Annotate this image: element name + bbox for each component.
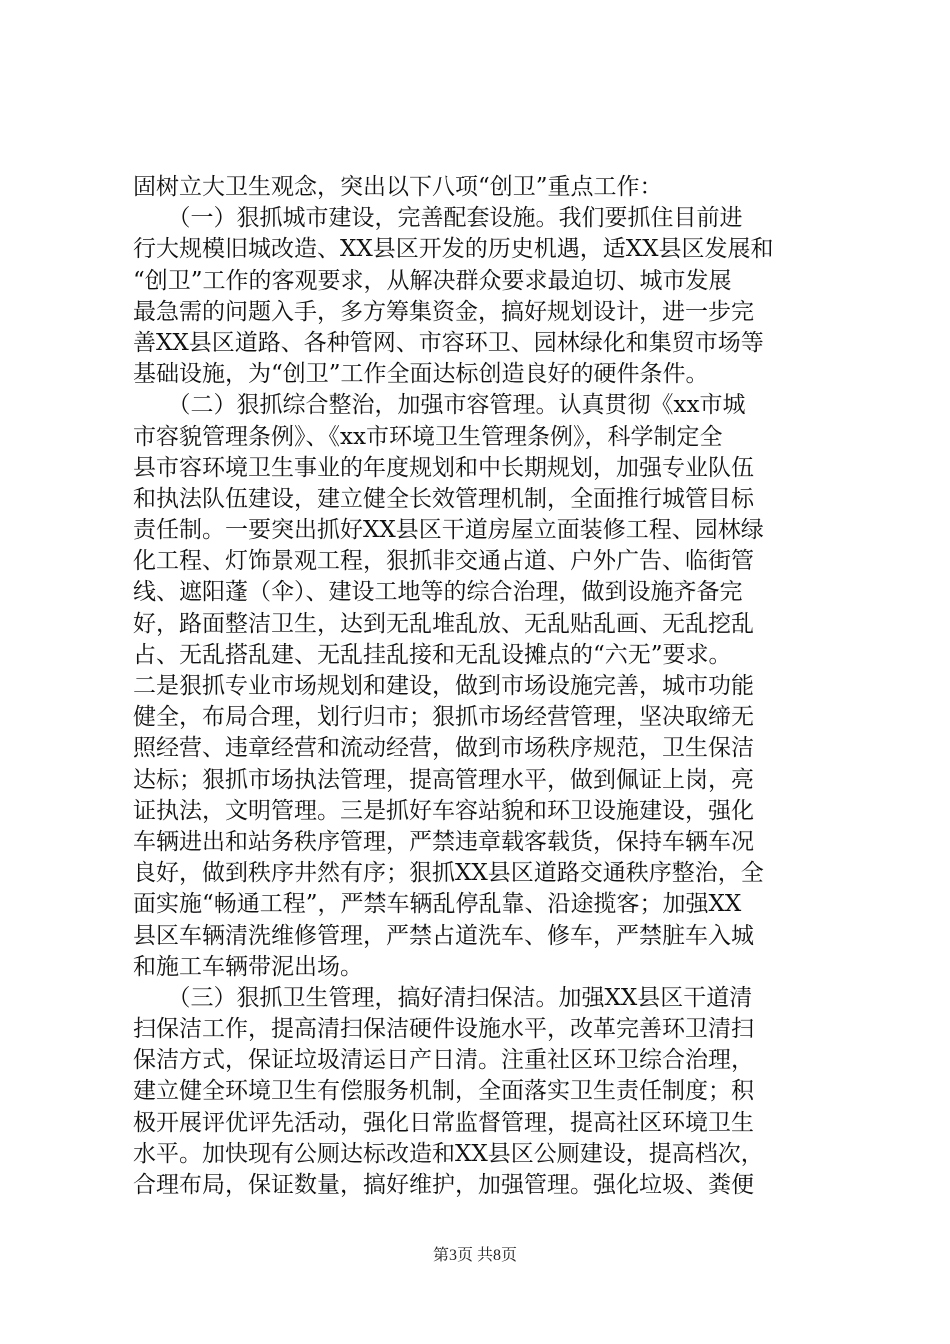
text-line: “创卫”工作的客观要求，从解决群众要求最迫切、城市发展 xyxy=(133,267,732,294)
text-line: 和执法队伍建设，建立健全长效管理机制，全面推行城管目标 xyxy=(133,485,754,512)
text-line: 二是狠抓专业市场规划和建设，做到市场设施完善，城市功能 xyxy=(133,673,754,699)
text-line: 健全，布局合理，划行归市；狠抓市场经营管理，坚决取缔无 xyxy=(133,704,754,731)
text-line: 善XX县区道路、各种管网、市容环卫、园林绿化和集贸市场等 xyxy=(133,329,764,356)
text-line: 合理布局，保证数量，搞好维护，加强管理。强化垃圾、粪便 xyxy=(133,1172,754,1198)
body-text xyxy=(133,172,823,1201)
text-line: 好，路面整洁卫生，达到无乱堆乱放、无乱贴乱画、无乱挖乱 xyxy=(133,610,754,637)
text-line: 化工程、灯饰景观工程，狠抓非交通占道、户外广告、临街管 xyxy=(133,548,754,575)
text-line: 面实施“畅通工程”，严禁车辆乱停乱靠、沿途揽客；加强XX xyxy=(133,891,742,918)
text-line: 县区车辆清洗维修管理，严禁占道洗车、修车，严禁脏车入城 xyxy=(133,922,754,949)
text-line: 行大规模旧城改造、XX县区开发的历史机遇，适XX县区发展和 xyxy=(133,236,774,263)
text-line: 建立健全环境卫生有偿服务机制，全面落实卫生责任制度；积 xyxy=(133,1078,754,1105)
text-line: 和施工车辆带泥出场。 xyxy=(133,953,363,980)
text-line: 最急需的问题入手，多方筹集资金，搞好规划设计，进一步完 xyxy=(133,298,754,325)
text-line: 极开展评优评先活动，强化日常监督管理，提高社区环境卫生 xyxy=(133,1109,754,1136)
page-footer: 第3页 共8页 xyxy=(432,1247,517,1264)
text-line: 责任制。一要突出抓好XX县区干道房屋立面装修工程、园林绿 xyxy=(133,517,764,544)
text-line: 固树立大卫生观念，突出以下八项“创卫”重点工作： xyxy=(133,174,663,200)
text-line: 证执法，文明管理。三是抓好车容站貌和环卫设施建设，强化 xyxy=(133,797,754,824)
text-line: 占、无乱搭乱建、无乱挂乱接和无乱设摊点的“六无”要求。 xyxy=(133,641,732,668)
text-line: 基础设施，为“创卫”工作全面达标创造良好的硬件条件。 xyxy=(133,361,709,388)
text-line: 县市容环境卫生事业的年度规划和中长期规划，加强专业队伍 xyxy=(133,454,754,481)
text-line: 达标；狠抓市场执法管理，提高管理水平，做到佩证上岗，亮 xyxy=(133,766,754,793)
text-line: 线、遮阳蓬（伞）、建设工地等的综合治理，做到设施齐备完 xyxy=(133,579,743,606)
text-line: 水平。加快现有公厕达标改造和XX县区公厕建设，提高档次， xyxy=(133,1140,764,1167)
text-line: 保洁方式，保证垃圾清运日产日清。注重社区环卫综合治理， xyxy=(133,1047,754,1074)
text-line: （三）狠抓卫生管理，搞好清扫保洁。加强XX县区干道清 xyxy=(133,984,753,1011)
text-line: 扫保洁工作，提高清扫保洁硬件设施水平，改革完善环卫清扫 xyxy=(133,1016,754,1043)
text-line: （一）狠抓城市建设，完善配套设施。我们要抓住目前进 xyxy=(133,205,743,232)
text-line: 照经营、违章经营和流动经营，做到市场秩序规范，卫生保洁 xyxy=(133,735,754,762)
text-line: 车辆进出和站务秩序管理，严禁违章载客载货，保持车辆车况 xyxy=(133,828,754,855)
text-line: 良好，做到秩序井然有序；狠抓XX县区道路交通秩序整治，全 xyxy=(133,860,764,887)
text-line: 市容貌管理条例》、《xx市环境卫生管理条例》，科学制定全 xyxy=(133,423,723,450)
text-line: （二）狠抓综合整治，加强市容管理。认真贯彻《xx市城 xyxy=(133,392,746,419)
